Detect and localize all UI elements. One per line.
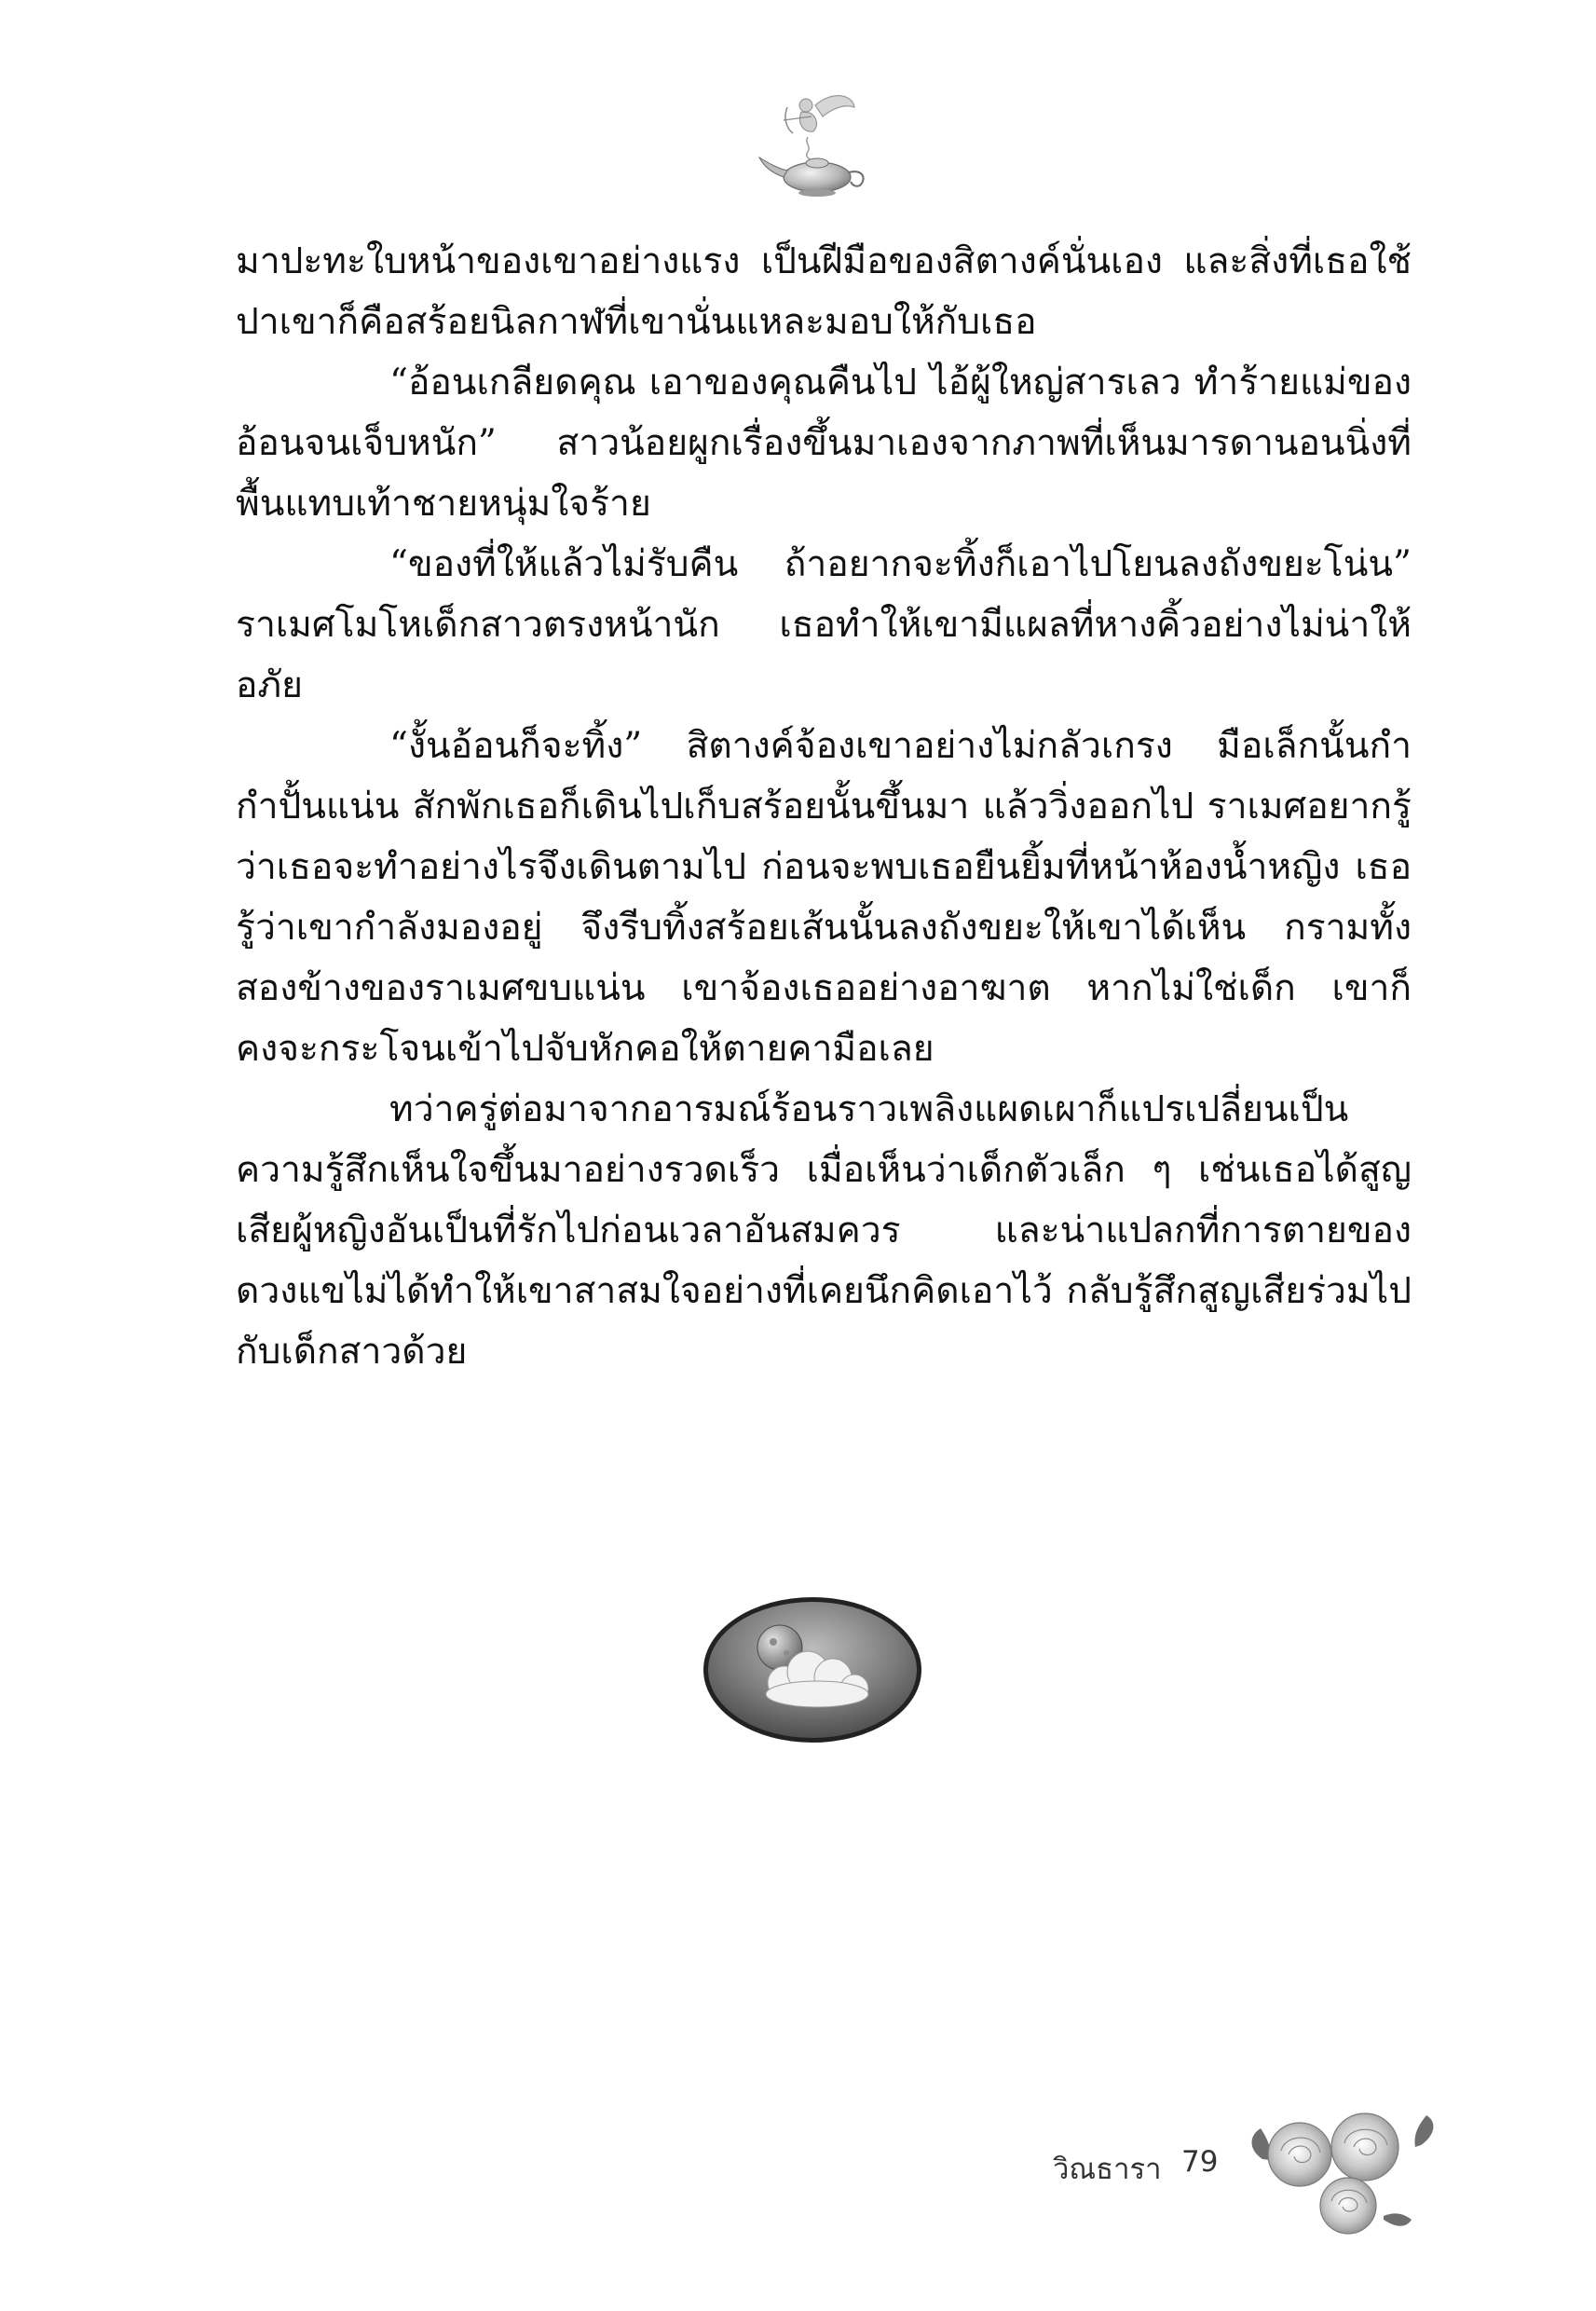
roses-icon [1244,2108,1439,2238]
chapter-body [236,231,1412,1382]
moon-cloud-oval-icon [701,1593,924,1747]
page-number: 79 [1181,2145,1219,2179]
paragraph: ทว่าครู่ต่อมาจากอารมณ์ร้อนราวเพลิงแผดเผาก็แปรเปลี่ยนเป็นความรู้สึกเห็นใจขึ้นมาอย่างรวดเร็ว เมื่อเห็นว่าเด็กตัวเล็ก ๆ เช่นเธอได้สูญเสียผู้หญิงอันเป็นที่รักไปก่อนเวลาอันสมควร และน่าแปลกที่การตายของดวงแขไม่ได้ทำให้เขาสาสมใจอย่างที่เคยนึกคิดเอาไว้ กลับรู้สึกสูญเสียร่วมไปกับเด็กสาวด้วย [236,1088,1412,1373]
paragraph: มาปะทะใบหน้าของเขาอย่างแรง เป็นฝีมือของสิตางค์นั่นเอง และสิ่งที่เธอใช้ปาเขาก็คือสร้อยนิลกาฬที่เขานั่นแหละมอบให้กับเธอ [236,240,1412,343]
cupid-teapot-icon [750,89,880,205]
paragraph: “อ้อนเกลียดคุณ เอาของคุณคืนไป ไอ้ผู้ใหญ่สารเลว ทำร้ายแม่ของอ้อนจนเจ็บหนัก” สาวน้อยผูกเรื่องขึ้นมาเองจากภาพที่เห็นมารดานอนนิ่งที่พื้นแทบเท้าชายหนุ่มใจร้าย [236,362,1412,525]
paragraph: “ของที่ให้แล้วไม่รับคืน ถ้าอยากจะทิ้งก็เอาไปโยนลงถังขยะโน่น” ราเมศโมโหเด็กสาวตรงหน้านัก เธอทำให้เขามีแผลที่หางคิ้วอย่างไม่น่าให้อภัย [236,543,1412,706]
paragraph: “งั้นอ้อนก็จะทิ้ง” สิตางค์จ้องเขาอย่างไม่กลัวเกรง มือเล็กนั้นกำกำปั้นแน่น สักพักเธอก็เดินไปเก็บสร้อยนั้นขึ้นมา แล้ววิ่งออกไป ราเมศอยากรู้ว่าเธอจะทำอย่างไรจึงเดินตามไป ก่อนจะพบเธอยืนยิ้มที่หน้าห้องน้ำหญิง เธอรู้ว่าเขากำลังมองอยู่ จึงรีบทิ้งสร้อยเส้นนั้นลงถังขยะให้เขาได้เห็น กรามทั้งสองข้างของราเมศขบแน่น เขาจ้องเธออย่างอาฆาต หากไม่ใช่เด็ก เขาก็คงจะกระโจนเข้าไปจับหักคอให้ตายคามือเลย [236,725,1412,1070]
page-footer [0,2108,1596,2238]
book-title: วิณธารา [1053,2153,1162,2186]
